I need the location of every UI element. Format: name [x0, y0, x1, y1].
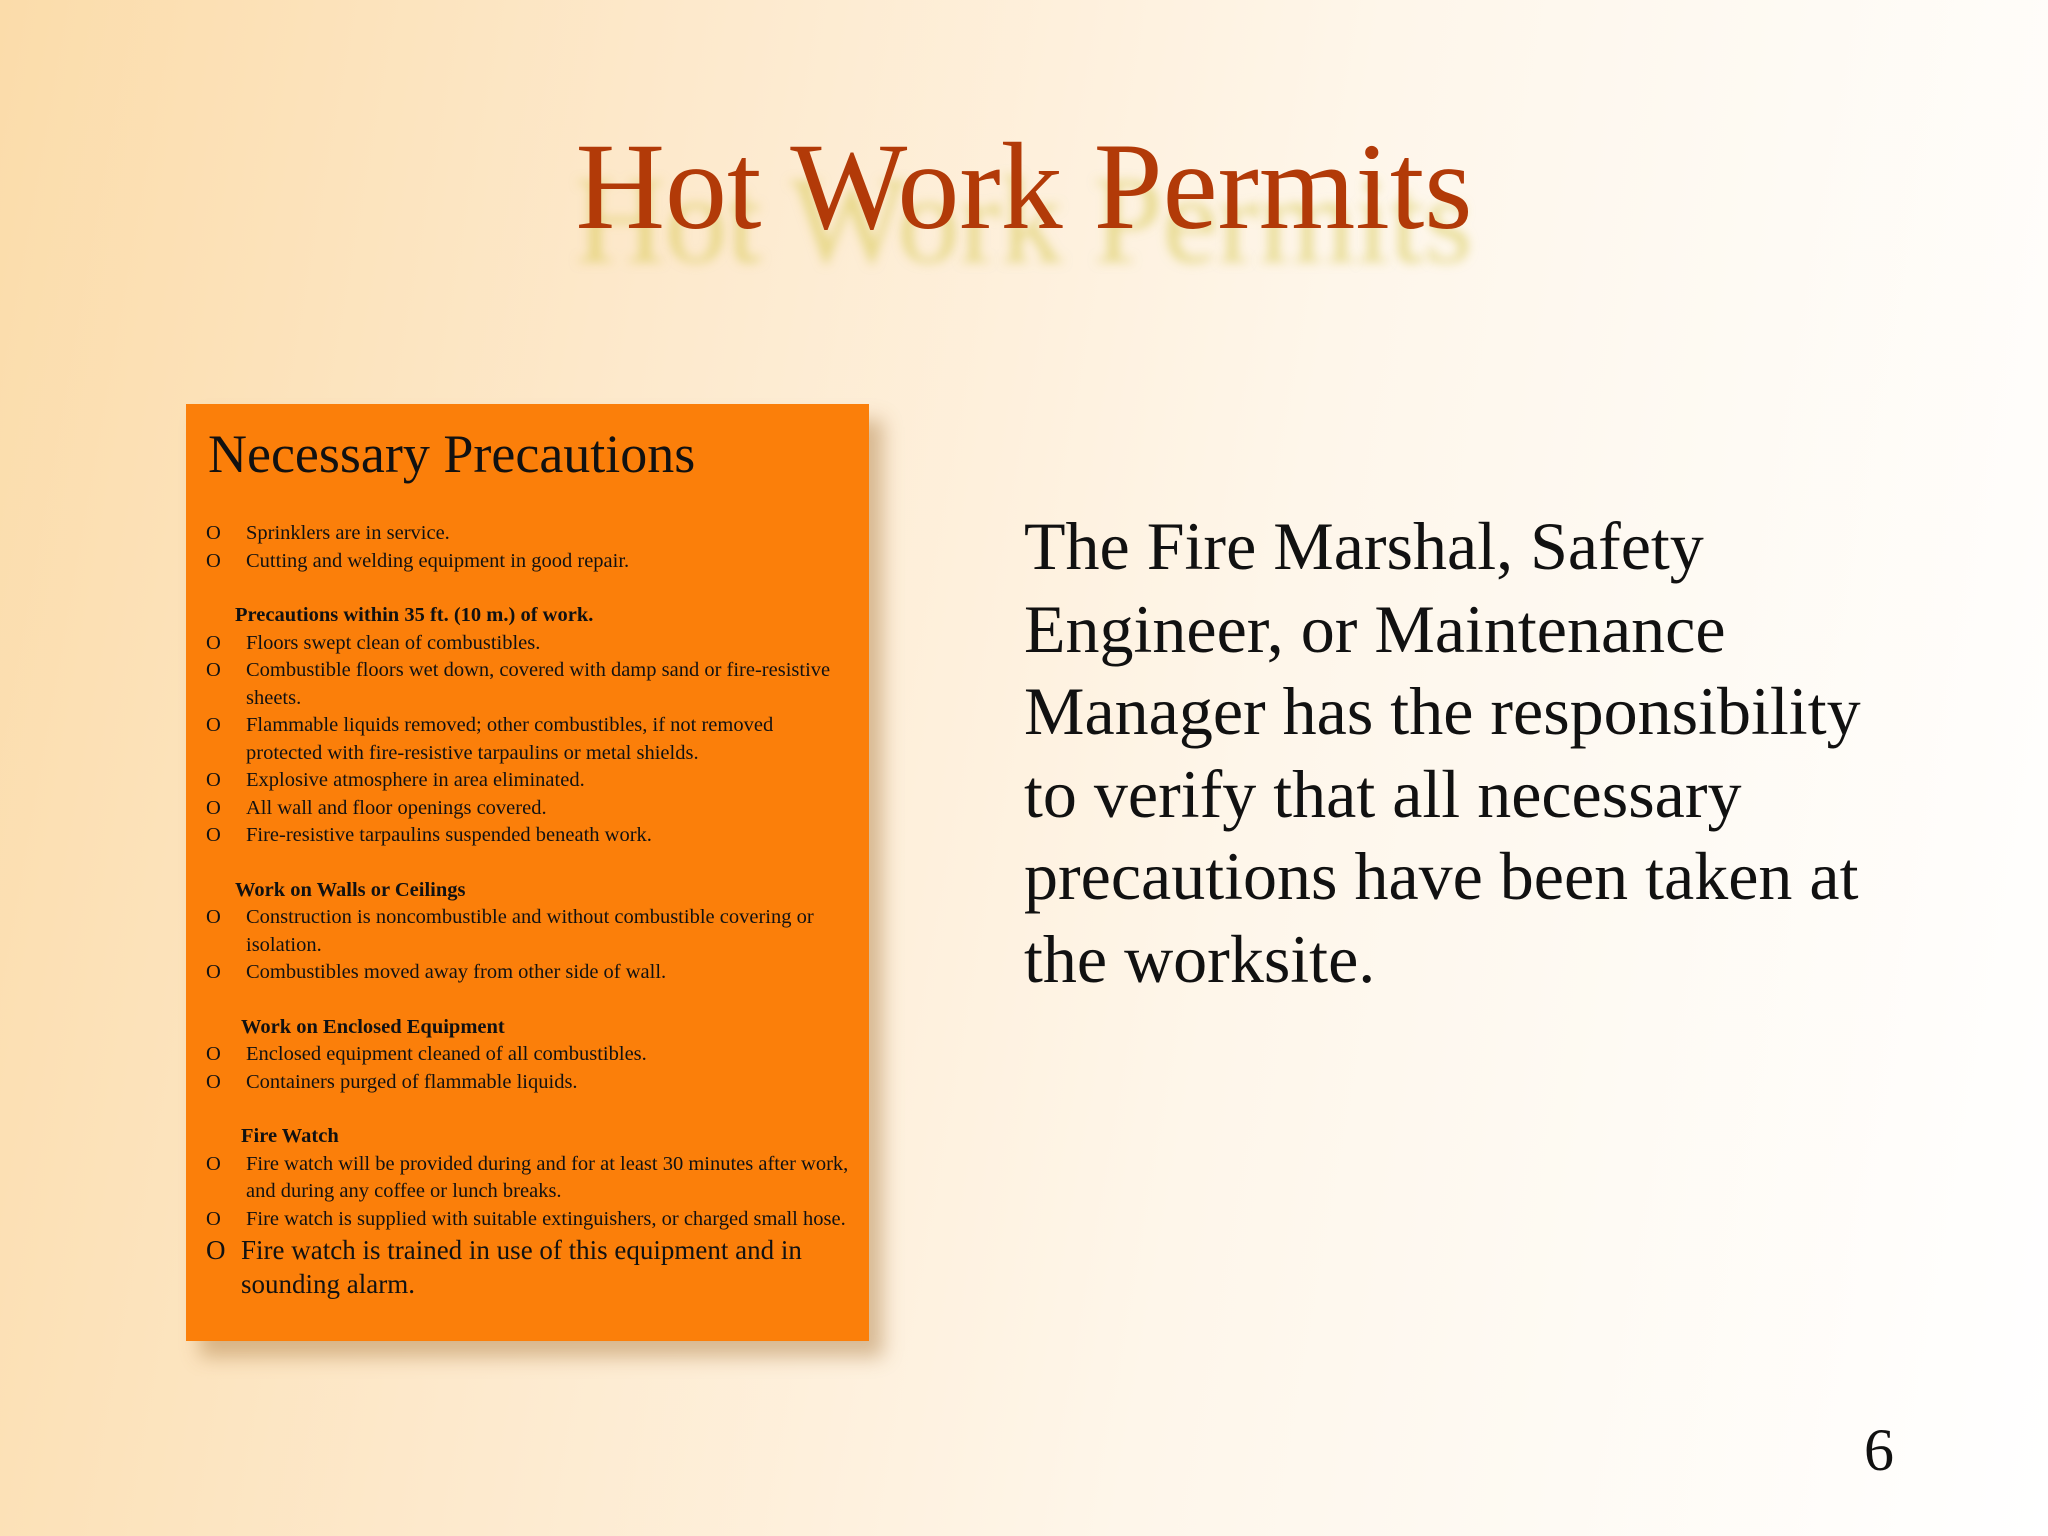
list-item	[206, 712, 869, 767]
list-item-text: Enclosed equipment cleaned of all combustibles.	[246, 1043, 647, 1065]
list-item	[206, 520, 869, 548]
list-item-text: Combustibles moved away from other side of wall.	[246, 961, 667, 983]
bullet: O	[206, 1207, 221, 1230]
list-item-text: Fire watch will be provided during and for at least 30 minutes after work, and during any coffee or lunch breaks.	[246, 1152, 849, 1202]
bullet: O	[206, 1043, 221, 1065]
responsibility-statement: The Fire Marshal, Safety Engineer, or Maintenance Manager has the responsibility to verify that all necessary precautions have been taken at the worksite.	[1024, 508, 1861, 997]
list-item-text: Cutting and welding equipment in good repair.	[246, 549, 630, 572]
list-item-text: All wall and floor openings covered.	[246, 796, 547, 819]
precautions-panel	[186, 404, 869, 1341]
list-item	[206, 795, 869, 823]
section-within-35ft	[206, 602, 869, 850]
list-item	[206, 959, 869, 987]
list-item	[206, 1151, 869, 1206]
list-item-text: Fire watch is supplied with suitable extinguishers, or charged small hose.	[246, 1207, 846, 1230]
panel-heading: Necessary Precautions	[208, 424, 696, 484]
section-title: Work on Walls or Ceilings	[235, 878, 466, 901]
section-title: Precautions within 35 ft. (10 m.) of work.	[235, 604, 594, 626]
section-enclosed-equipment	[206, 1014, 869, 1097]
bullet: O	[206, 824, 221, 846]
list-item	[206, 1206, 869, 1234]
list-item	[206, 657, 869, 712]
section-title: Fire Watch	[241, 1125, 339, 1147]
bullet: O	[206, 631, 221, 654]
page-number: 6	[1864, 1417, 1894, 1483]
bullet: O	[206, 714, 221, 736]
section-title: Work on Enclosed Equipment	[241, 1015, 505, 1038]
list-item	[206, 548, 869, 576]
section-fire-watch	[206, 1123, 869, 1301]
list-item-text: Flammable liquids removed; other combustibles, if not removed protected with fire-resistive tarpaulins or metal shields.	[246, 714, 774, 764]
bullet: O	[206, 906, 221, 928]
list-item-text: Sprinklers are in service.	[246, 522, 450, 544]
list-item-text: Fire watch is trained in use of this equipment and in sounding alarm.	[241, 1235, 802, 1299]
bullet: O	[206, 961, 221, 983]
section-walls-ceilings	[206, 877, 869, 987]
list-item	[206, 767, 869, 795]
slide-title: Hot Work Permits	[575, 118, 1473, 255]
list-item	[206, 904, 869, 959]
bullet: O	[206, 659, 221, 681]
bullet: O	[206, 549, 221, 572]
list-item	[206, 1233, 869, 1301]
bullet: O	[206, 1152, 221, 1175]
bullet: O	[206, 769, 221, 791]
bullet: O	[206, 796, 221, 819]
list-item-text: Combustible floors wet down, covered with damp sand or fire-resistive sheets.	[246, 659, 831, 709]
bullet: O	[206, 1070, 221, 1093]
list-item	[206, 1069, 869, 1097]
bullet: O	[206, 522, 221, 544]
list-item-text: Containers purged of flammable liquids.	[246, 1070, 578, 1093]
list-item-text: Floors swept clean of combustibles.	[246, 631, 541, 654]
list-item	[206, 630, 869, 658]
list-item	[206, 1041, 869, 1069]
list-item-text: Fire-resistive tarpaulins suspended beneath work.	[246, 824, 652, 846]
list-item-text: Explosive atmosphere in area eliminated.	[246, 769, 585, 791]
list-item-text: Construction is noncombustible and without combustible covering or isolation.	[246, 906, 814, 956]
bullet: O	[206, 1235, 226, 1265]
general-precautions	[206, 520, 869, 575]
list-item	[206, 822, 869, 850]
